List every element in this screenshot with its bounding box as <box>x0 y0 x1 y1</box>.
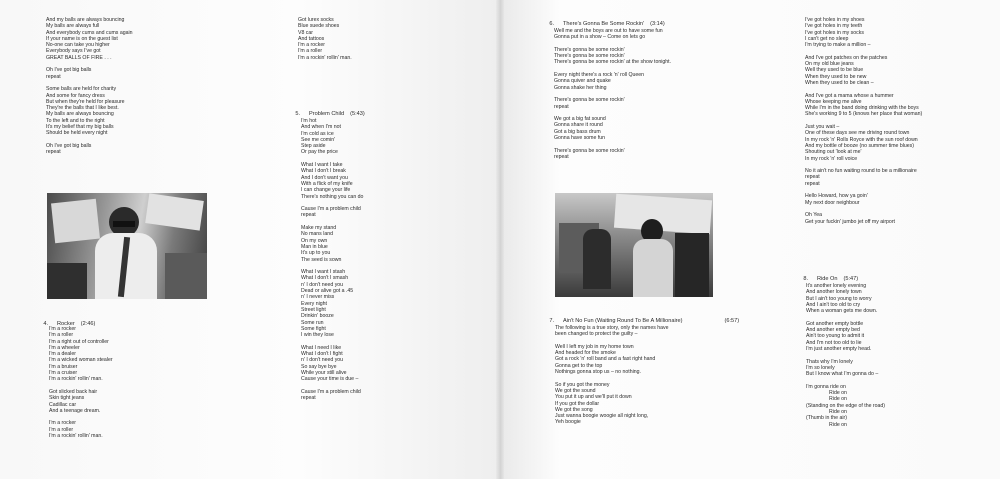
song-duration: (6:57) <box>724 318 740 324</box>
lyric-line: I'm a rocker <box>49 420 76 427</box>
lyric-line: And some for fancy dress <box>46 92 105 99</box>
lyric-line: And another empty bed <box>806 327 860 334</box>
lyric-line: Man in blue <box>301 243 328 250</box>
band-photo-left <box>47 193 207 299</box>
lyric-line: I'm a wheeler <box>49 344 80 351</box>
lyric-line: I'm a right out of controller <box>49 338 109 345</box>
lyric-line: (Standing on the edge of the road) <box>806 402 886 409</box>
lyric-line: I'm a rockin' rollin' man. <box>49 433 103 440</box>
lyric-line: And my bottle of booze (no summer time blues) <box>805 142 914 149</box>
lyric-line: On my own <box>301 237 328 244</box>
lyric-line: There's nothing you can do <box>301 193 364 200</box>
lyric-line: So if you got the money <box>555 381 610 388</box>
lyric-line: Or pay the price <box>301 149 338 156</box>
lyric-line: I'm gonna ride on <box>806 383 846 390</box>
lyric-line: And when I'm not <box>301 124 341 131</box>
lyric-line: She's working 9 to 5 (knows her place that woman) <box>805 111 923 118</box>
lyric-line: Ain't too young to admit it <box>806 333 865 340</box>
lyric-line: There's gonna be some rockin' <box>554 46 625 53</box>
song-title: Problem Child <box>309 111 345 117</box>
lyric-line: Cause I'm a problem child <box>301 206 361 213</box>
lyric-line: There's gonna be some rockin' <box>554 147 625 154</box>
lyric-line: Everybody says I've got <box>46 48 101 55</box>
lyric-line: Make my stand <box>301 225 337 232</box>
lyric-line: Gonna have some fun <box>554 135 606 142</box>
lyric-line: But I ain't too young to worry <box>806 295 872 302</box>
lyric-line: If your name is on the guest list <box>46 35 118 42</box>
lyric-line: Dead or alive got a .45 <box>301 288 354 295</box>
lyric-line: There's gonna be some rockin' <box>554 97 625 104</box>
lyric-line: In my rock 'n' Rolls Royce with the sun roof down <box>805 136 918 143</box>
lyric-line: Get your fuckin' jumbo jet off my airport <box>805 218 895 225</box>
lyric-line: I'm trying to make a million – <box>805 42 871 49</box>
lyric-line: Hello Howard, how ya goin' <box>805 193 868 200</box>
lyric-line: Oh I've got big balls <box>46 67 92 74</box>
lyric-line: Ride on <box>806 396 847 403</box>
lyric-line: Should be held every night <box>46 130 108 137</box>
lyric-line: Gonna share it round <box>554 122 603 129</box>
lyric-line: I'm a dealer <box>49 351 76 358</box>
lyric-line: To the left and to the right <box>46 117 105 124</box>
lyric-line: Gonna quiver and quake <box>554 78 611 85</box>
lyric-line: There's gonna be some rockin' at the show tonight. <box>554 59 672 66</box>
lyric-line: I can't get no sleep <box>805 35 849 42</box>
lyric-line: So say bye bye <box>301 363 337 370</box>
lyric-line: repeat <box>554 153 569 160</box>
lyric-line: And headed for the smoke <box>555 350 616 357</box>
lyric-line: And I've got a mama whose a hummer <box>805 92 894 99</box>
lyrics-ride-on <box>806 283 996 428</box>
lyric-line: When they used to be clean – <box>805 79 874 86</box>
lyric-line: Gonna shake her thing <box>554 84 607 91</box>
lyric-line: What I want I take <box>301 162 343 169</box>
lyric-line: I'm a rocker <box>298 42 325 49</box>
lyric-line: Got slicked back hair <box>49 388 98 395</box>
lyric-line: One of these days see me driving round town <box>805 130 910 137</box>
lyric-line: Cause I'm a problem child <box>301 388 361 395</box>
lyric-line: Step aside <box>301 143 326 150</box>
lyric-line: Drinkin' booze <box>301 313 334 320</box>
lyric-line: Just you wait – <box>805 124 840 131</box>
lyric-line: I'm a roller <box>298 48 323 55</box>
lyric-line: My next door neighbour <box>805 199 860 206</box>
lyric-line: And another lonely town <box>806 289 862 296</box>
lyric-line: V8 car <box>298 29 313 36</box>
lyric-line: If you got the dollar <box>555 400 600 407</box>
lyric-line: Got a rock 'n' roll band and a fast right hand <box>555 356 656 363</box>
right-page <box>500 0 1000 479</box>
lyric-line: What I want I stash <box>301 269 346 276</box>
song-number: 7. <box>549 318 554 324</box>
lyric-line: When they used to be new <box>805 73 867 80</box>
lyric-line: I'm a wicked woman stealer <box>49 357 113 364</box>
lyric-line: I'm a rockin' rollin' man. <box>49 376 103 383</box>
lyric-line: See me comin' <box>301 136 336 143</box>
lyric-line: I'm a cruiser <box>49 370 78 377</box>
band-photo-right <box>555 193 713 297</box>
lyric-line: My balls are always full <box>46 23 100 30</box>
lyric-line: Got a big bass drum <box>554 128 601 135</box>
lyric-line: Nothings gonna stop us – no nothing. <box>555 369 641 376</box>
lyric-line: Ride on <box>806 408 847 415</box>
lyric-line: We got the sound <box>555 387 596 394</box>
lyrics-big-balls-end <box>46 17 246 156</box>
lyrics-rocker-continued <box>298 17 478 61</box>
lyric-line: Just wanna boogie woogie all night long, <box>555 413 649 420</box>
lyric-line: repeat <box>554 103 569 110</box>
lyrics-theres-gonna-be-some-rockin <box>554 28 754 160</box>
lyric-line: I'm a rocker <box>49 326 76 332</box>
lyric-line: And I'm not too old to lie <box>806 339 862 346</box>
lyric-line: And I've got patches on the patches <box>805 54 888 61</box>
song-duration: (3:14) <box>650 21 665 27</box>
lyric-line: With a flick of my knife <box>301 180 353 187</box>
lyric-line: I'm just another empty head. <box>806 345 872 352</box>
lyric-line: repeat <box>805 180 820 187</box>
lyric-line: We got the song <box>555 406 593 413</box>
lyric-line: I've got holes in my shoes <box>805 17 865 23</box>
lyric-line: I win they lose <box>301 332 334 339</box>
lyric-line: repeat <box>46 149 61 156</box>
song-number: 5. <box>295 111 300 117</box>
lyric-line: I can change your life <box>301 187 351 194</box>
lyric-line: While your still alive <box>301 369 347 376</box>
lyric-line: Well I left my job in my home town <box>555 343 634 350</box>
song-number: 6. <box>549 21 554 27</box>
lyric-line: But I know what I'm gonna do – <box>806 371 879 378</box>
song-title: Rocker <box>57 321 75 327</box>
lyric-line: Every night there's a rock 'n' roll Queen <box>554 72 645 79</box>
lyric-line: Thats why I'm lonely <box>806 358 853 365</box>
lyric-line: Shouting out 'look at me' <box>805 149 862 156</box>
lyric-line: But when they're held for pleasure <box>46 98 125 105</box>
lyric-line: I'm a roller <box>49 332 74 339</box>
lyric-line: And I ain't too old to cry <box>806 301 861 308</box>
lyric-line: Got lurex socks <box>298 17 334 23</box>
lyric-line: And a teenage dream. <box>49 407 101 414</box>
song-title: There's Gonna Be Some Rockin' <box>563 21 645 27</box>
song-title: Ride On <box>817 276 838 282</box>
lyric-line: (Thumb in the air) <box>806 415 847 422</box>
song-duration: (2:46) <box>80 321 96 327</box>
lyric-line: What I don't I smash <box>301 275 349 282</box>
lyric-line: While I'm in the band doing drinking with the boys <box>805 105 919 112</box>
lyric-line: GREAT BALLS OF FIRE . . . <box>46 54 112 61</box>
lyric-line: Gonna get to the top <box>555 362 603 369</box>
lyric-line: There's gonna be some rockin' <box>554 53 625 60</box>
lyric-line: And my balls are always bouncing <box>46 17 125 23</box>
lyrics-aint-no-fun-continued <box>805 17 995 225</box>
lyric-line: Yeh boogie <box>555 419 581 426</box>
lyric-line: I'm a roller <box>49 426 74 433</box>
lyric-line: When a woman gets me down. <box>806 308 878 315</box>
lyric-line: Ride on <box>806 390 847 397</box>
lyric-line: It's another lonely evening <box>806 283 867 289</box>
lyric-line: repeat <box>805 174 820 181</box>
lyric-line: We got a big fat sound <box>554 116 606 123</box>
lyric-line: Well me and the boys are out to have some fun <box>554 28 663 34</box>
lyric-line: I've got holes in my socks <box>805 29 864 36</box>
lyric-line: I'm cold as ice <box>301 130 334 137</box>
lyric-line: What I need I like <box>301 344 342 351</box>
lyric-line: been changed to protect the guilty – <box>555 331 638 338</box>
lyric-line: Some run <box>301 319 324 326</box>
lyric-line: repeat <box>301 212 316 219</box>
lyric-line: And tattoos <box>298 35 325 42</box>
lyric-line: You put it up and we'll put it down <box>555 394 632 401</box>
lyric-line: repeat <box>301 395 316 402</box>
song-title: Ain't No Fun (Waiting Round To Be A Millionaire) <box>563 318 683 324</box>
lyric-line: Ride on <box>806 421 847 428</box>
lyric-line: I'm so lonely <box>806 364 835 371</box>
lyric-line: Blue suede shoes <box>298 23 340 30</box>
lyric-line: repeat <box>46 73 61 80</box>
lyric-line: n' I don't need you <box>301 281 344 288</box>
lyrics-rocker <box>49 326 249 439</box>
song-number: 8. <box>803 276 808 282</box>
lyric-line: Street light <box>301 306 326 313</box>
lyric-line: Some balls are held for charity <box>46 86 117 93</box>
lyric-line: Whose keeping me alive <box>805 98 862 105</box>
lyric-line: Oh I've got big balls <box>46 142 92 149</box>
lyric-line: The following is a true story, only the names have <box>555 325 669 331</box>
lyric-line: The seed is sown <box>301 256 342 263</box>
lyric-line: n' I don't need you <box>301 357 344 364</box>
lyric-line: Cadillac car <box>49 401 77 408</box>
lyric-line: Every night <box>301 300 327 307</box>
lyric-line: What I don't I break <box>301 168 346 175</box>
lyric-line: Well they used to be blue <box>805 67 864 74</box>
lyric-line: No-one can take you higher <box>46 42 110 49</box>
lyric-line: I'm a bruiser <box>49 363 78 370</box>
lyric-line: My balls are always bouncing <box>46 111 114 118</box>
lyric-line: On my old blue jeans <box>805 61 854 68</box>
lyric-line: Skin tight jeans <box>49 395 85 402</box>
song-number: 4. <box>43 321 48 327</box>
lyric-line: And everybody cums and cums again <box>46 29 133 36</box>
lyric-line: n' I never miss <box>301 294 335 301</box>
lyric-line: No it ain't no fun waiting round to be a millionaire <box>805 168 917 175</box>
song-duration: (5:43) <box>350 111 365 117</box>
song-duration: (5:47) <box>843 276 859 282</box>
lyric-line: Cause your time is due – <box>301 376 359 383</box>
lyric-line: It's up to you <box>301 250 331 257</box>
lyric-line: Oh Yea <box>805 212 823 219</box>
lyrics-aint-no-fun <box>555 325 755 426</box>
lyric-line: And I don't want you <box>301 174 348 181</box>
lyric-line: I've got holes in my teeth <box>805 23 863 30</box>
center-fold <box>496 0 504 479</box>
lyric-line: Gonna put in a show – Come on lets go <box>554 34 646 41</box>
lyrics-problem-child <box>301 118 481 401</box>
lyric-line: What I don't I fight <box>301 350 343 357</box>
lyric-line: It's my belief that my big balls <box>46 124 114 131</box>
lyric-line: Got another empty bottle <box>806 320 864 327</box>
lyric-line: They're the balls that I like best. <box>46 105 119 112</box>
lyric-line: I'm hot <box>301 118 317 124</box>
lyric-line: No mans land <box>301 231 334 238</box>
lyric-line: In my rock 'n' roll voice <box>805 155 858 162</box>
lyric-line: Some fight <box>301 325 326 332</box>
lyric-line: I'm a rockin' rollin' man. <box>298 54 352 61</box>
